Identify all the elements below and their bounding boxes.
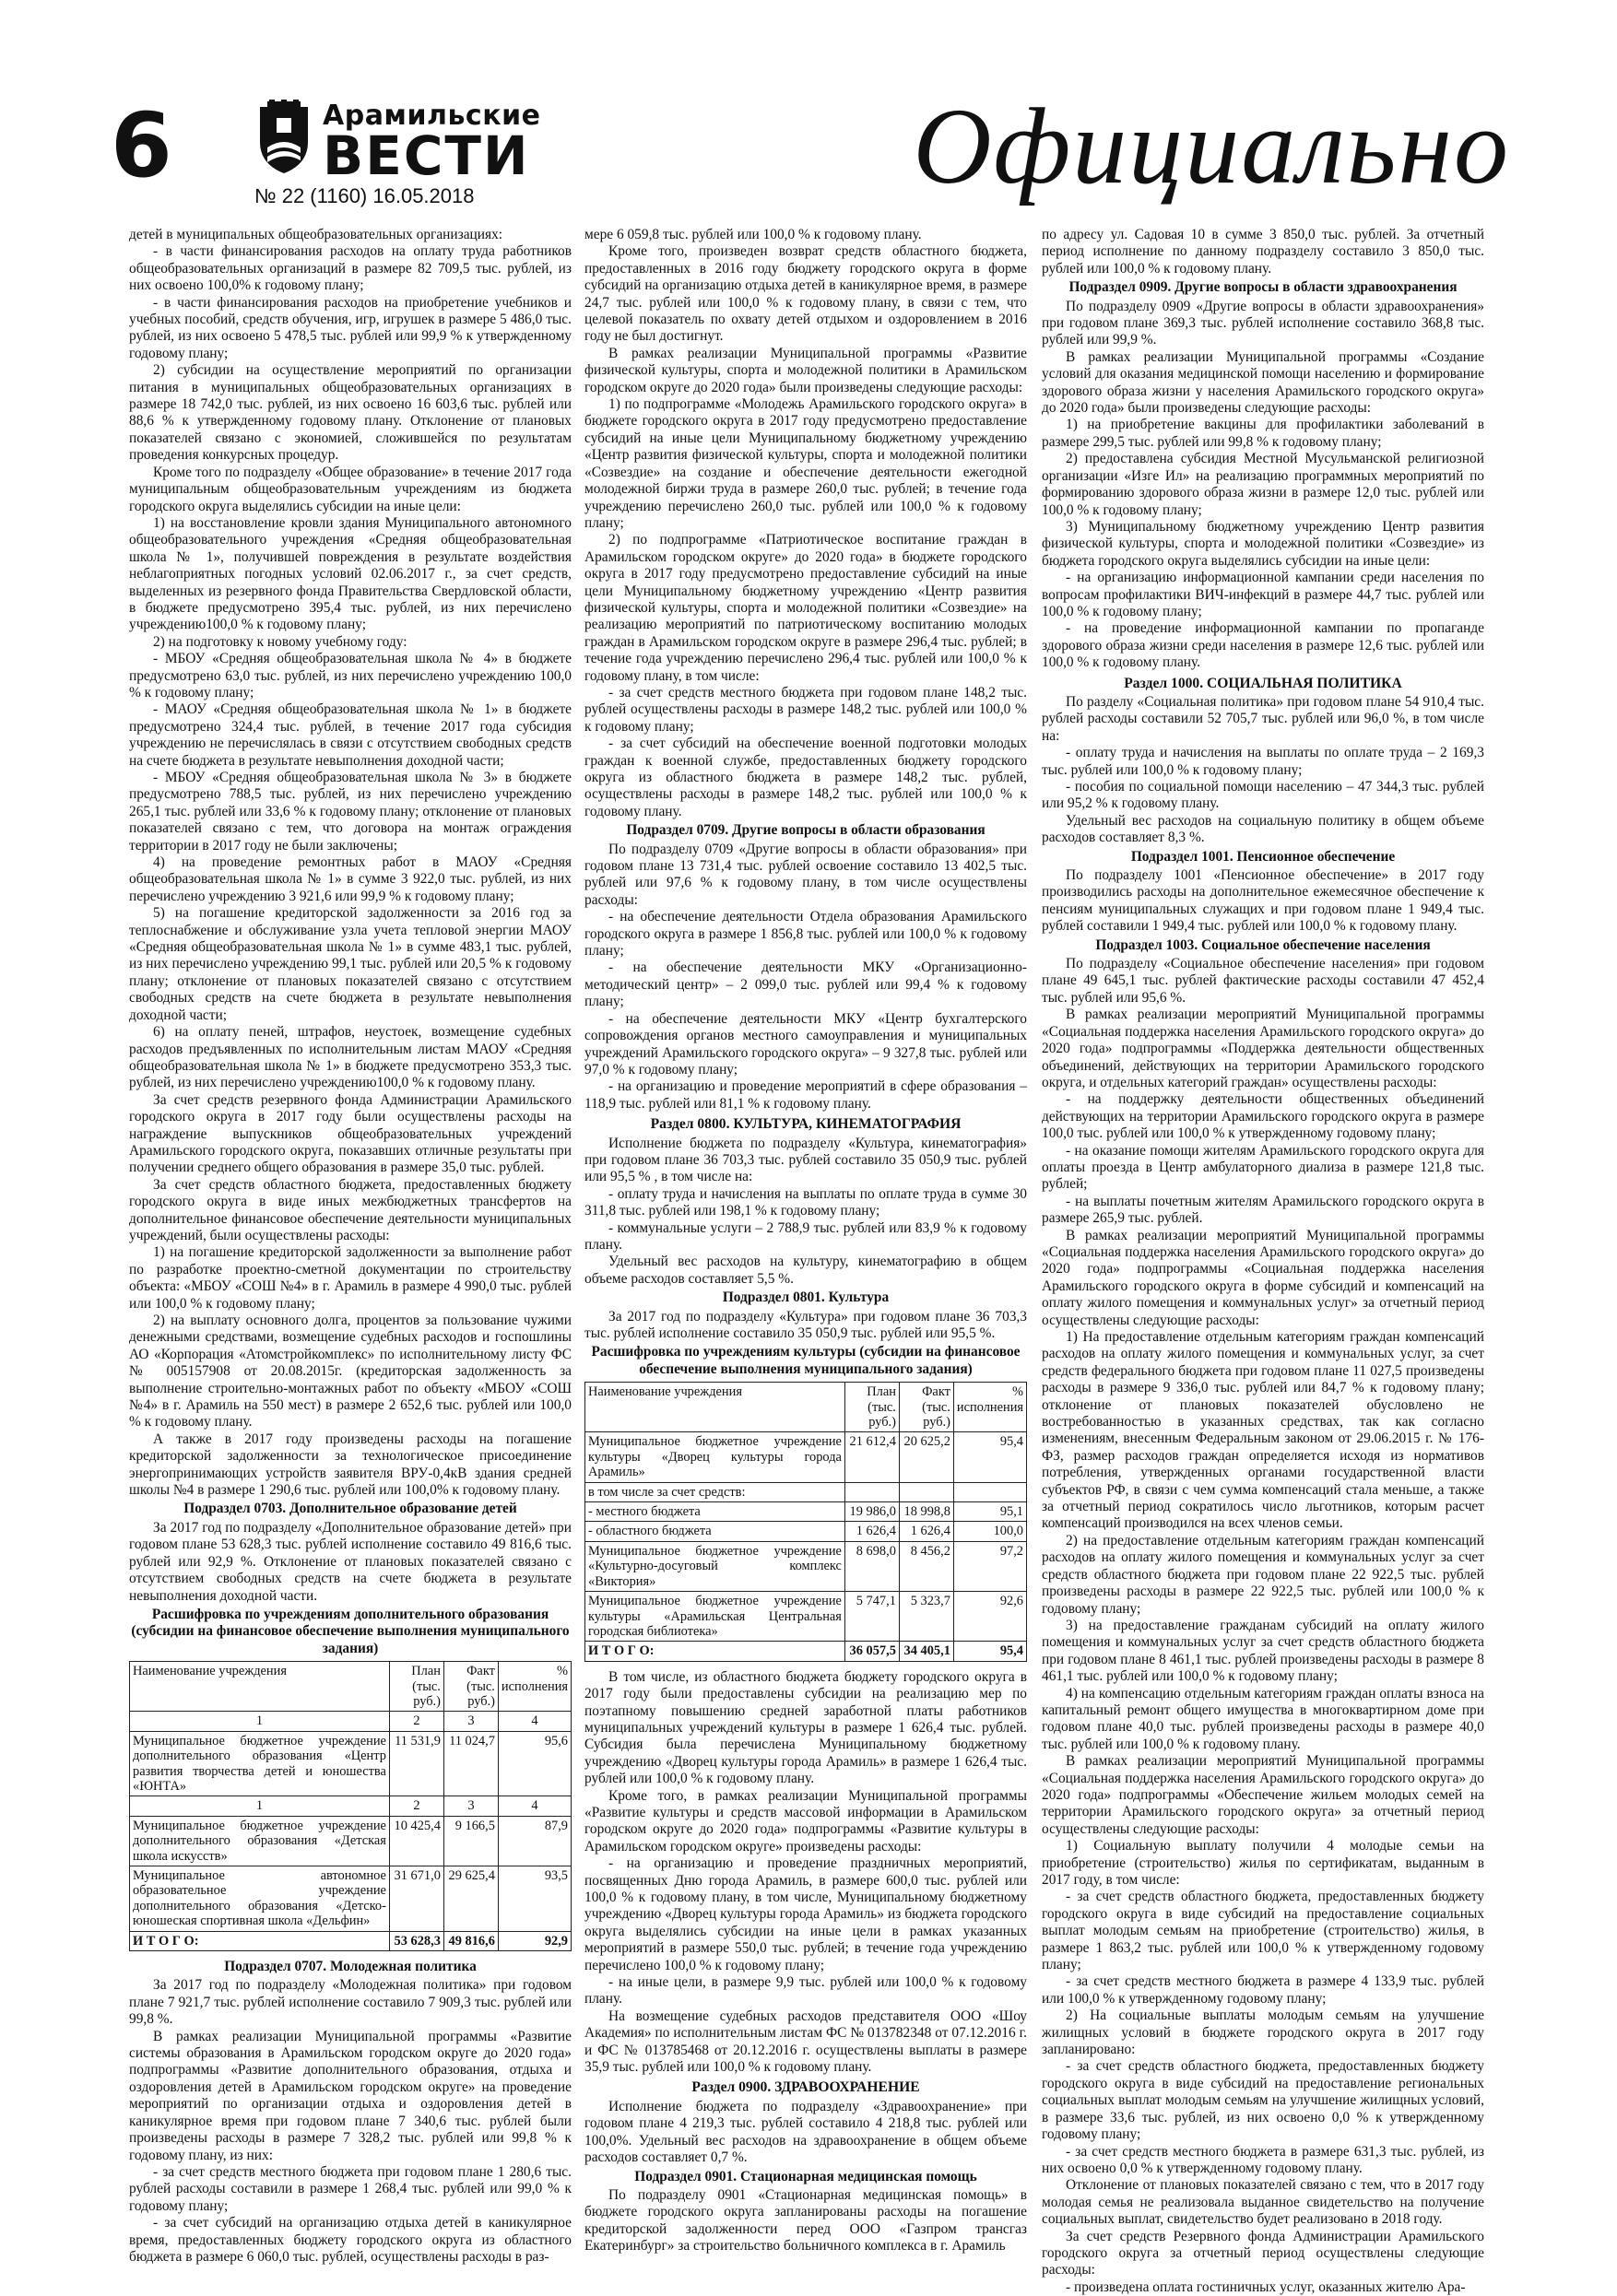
table-cell: Муниципальное бюджетное учреждение дополнительного образования «Детская школа искусств» [130,1816,390,1866]
paragraph: 2) субсидии на осуществление мероприятий по организации питания в муниципальных общеобразовательных организациях в размере 18 742,0 тыс. рублей, из них освоено 16 603,6 тыс. рублей или 88,6 % к утвержденному годовому плану. Отклонение от плановых показателей связано с экономией, сложившейся по результатам проведения конкурсных процедур. [129,362,572,464]
table-cell: 3 [443,1796,498,1816]
paragraph: А также в 2017 году произведены расходы на погашение кредиторской задолженности за технологическое присоединение энергопринимающих устройств заявителя ВРУ-0,4кВ здания средней школы №4 в размере 1 290,6 тыс. рублей или 100,0% к годовому плану. [129,1431,572,1499]
table-header: Наименование учреждения [130,1662,390,1712]
paragraph: - МБОУ «Средняя общеобразовательная школа № 3» в бюджете предусмотрено 788,5 тыс. рублей, из них перечислено учреждению 265,1 тыс. рублей или 33,6 % к годовому плану; отклонение от плановых показателей связано с тем, что договора на монтаж ограждения территории в 2017 году не были заключены; [129,770,572,854]
table-cell: 19 986,0 [844,1502,899,1522]
table-cell: Муниципальное автономное образовательное учреждение дополнительного образования «Детско-юношеская спортивная школа «Дельфин» [130,1866,390,1932]
table-row [130,1731,572,1796]
paragraph: 4) на компенсацию отдельным категориям граждан оплаты взноса на капитальный ремонт общего имущества в многоквартирном доме при годовом плане 40,0 тыс. рублей произведены расходы в размере 40,0 тыс. рублей или 100,0 % к годовому плану. [1042,1685,1484,1752]
paragraph: - за счет субсидий на организацию отдыха детей в каникулярное время, предоставленных бюджету городского округа из областного бюджета в размере 6 060,0 тыс. рублей, осуществлены расходы в раз- [129,2215,572,2265]
subsection-heading-0709: Подраздел 0709. Другие вопросы в области образования [626,822,986,839]
paragraph: Исполнение бюджета по подразделу «Культура, кинематография» при годовом плане 36 703,3 тыс. рублей составило 35 050,9 тыс. рублей или 95,5 % , в том числе на: [584,1135,1027,1185]
paragraph: - за счет средств местного бюджета в размере 631,3 тыс. рублей, из них освоено 0,0 % к утвержденному годовому плану. [1042,2143,1484,2176]
paragraph: В рамках реализации Муниципальной программы «Развитие системы образования в Арамильском городском округе до 2020 года» подпрограммы «Развитие дополнительного образования, отдыха и оздоровления детей в Арамильском городском округе» на проведение мероприятий по организации отдыха и оздоровления детей в каникулярное время при годовом плане 7 340,6 тыс. рублей были произведены расходы в размере 7 328,2 тыс. рублей или 99,8 % к годовому плану, из них: [129,2028,572,2163]
paragraph: Кроме того, в рамках реализации Муниципальной программы «Развитие культуры и средств массовой информации в Арамильском городском округе до 2020 года» подпрограммы «Развитие культуры в Арамильском городском округе» произведены расходы: [584,1787,1027,1854]
paragraph: За 2017 год по подразделу «Дополнительное образование детей» при годовом плане 53 628,3 тыс. рублей исполнение составило 49 816,6 тыс. рублей или 92,9 %. Отклонение от плановых показателей связано с отсутствием свободных средств на счете бюджета в результате невыполнения доходной части. [129,1519,572,1604]
subsection-heading-1001: Подраздел 1001. Пенсионное обеспечение [1130,848,1396,865]
paragraph: 2) на подготовку к новому учебному году: [153,633,407,650]
paragraph: - пособия по социальной помощи населению – 47 344,3 тыс. рублей или 95,2 % к годовому плану. [1042,779,1484,812]
paragraph: - на поддержку деятельности общественных объединений действующих на территории Арамильского городского округа в размере 100,0 тыс. рублей или 100,0 % к утвержденному годовому плану; [1042,1091,1484,1142]
paragraph: По подразделу 1001 «Пенсионное обеспечение» в 2017 году производились расходы на дополнительное ежемесячное обеспечение к пенсиям муниципальных служащих и при годовом плане 1 949,4 тыс. рублей составили 1 949,4 тыс. рублей или 100,0 % к годовому плану. [1042,867,1484,935]
paragraph: 1) На предоставление отдельным категориям граждан компенсаций расходов на оплату жилого помещения и коммунальных услуг, за счет средств федерального бюджета при годовом плане 11 027,5 произведены расходы в размере 9 336,0 тыс. рублей или 84,7 % к годовому плану; отклонение от плановых показателей обусловлено не востребованностью в указанных средствах, так как согласно изменениям, внесенным Федеральным законом от 29.06.2015 г. № 176-ФЗ, размер расходов граждан определяется исходя из нормативов потребления, утвержденных органами государственной власти субъектов РФ, в связи с чем сумма компенсаций стала меньше, а также за отчетный период сократилось число льготников, которым расчет компенсаций производился на всех членов семьи. [1042,1329,1484,1532]
paragraph: 2) на предоставление отдельным категориям граждан компенсаций расходов на оплату жилого помещения и коммунальных услуг за счет средств областного бюджета при годовом плане 22 922,5 тыс. рублей произведены расходы в размере 22 922,5 тыс. рублей или 100,0 % к годовому плану; [1042,1532,1484,1617]
table-cell: 2 [389,1796,443,1816]
table-cell: 1 [130,1712,390,1731]
table-cell: 2 [389,1712,443,1731]
table-cell: 4 [498,1712,571,1731]
paragraph: - на оказание помощи жителям Арамильского городского округа для оплаты проезда в Центр амбулаторного диализа в размере 121,8 тыс. рублей; [1042,1142,1484,1193]
table-cell: - местного бюджета [585,1502,845,1522]
paragraph: - на обеспечение деятельности Отдела образования Арамильского городского округа в размере 1 856,8 тыс. рублей или 100,0 % к годовому плану; [584,909,1027,960]
paragraph: 1) на восстановление кровли здания Муниципального автономного общеобразовательного учреждения «Средняя общеобразовательная школа № 1», получившей повреждения в результате воздействия неблагоприятных погодных условий 02.06.2017 г., за счет средств, выделенных из резервного фонда Правительства Свердловской области, в бюджете предусмотрено 395,4 тыс. рублей, из них перечислено учреждению100,0 % к годовому плану; [129,514,572,633]
table-cell: 29 625,4 [443,1866,498,1932]
column-1 [129,227,572,2265]
table-cell: 5 323,7 [899,1592,953,1642]
paragraph: Кроме того, произведен возврат средств областного бюджета, предоставленных в 2016 году бюджету городского округа в форме субсидий на организацию отдыха детей в каникулярное время, в размере 24,7 тыс. рублей или 100,0 % к годовому плану, в связи с тем, что целевой показатель по охвату детей отдыхом и оздоровлением в 2016 году не был достигнут. [584,243,1027,345]
table-row [585,1541,1027,1591]
paragraph: По подразделу 0901 «Стационарная медицинская помощь» в бюджете городского округа запланированы расходы на погашение кредиторской задолженности перед ООО «Газпром трансгаз Екатеринбург» за строительство больничного комплекса в г. Арамиль [584,2186,1027,2255]
paragraph: - на организацию и проведение мероприятий в сфере образования – 118,9 тыс. рублей или 81,1 % к годовому плану. [584,1078,1027,1112]
table-cell [953,1482,1026,1501]
table-cell: 11 024,7 [443,1731,498,1796]
paragraph: детей в муниципальных общеобразовательных организациях: [129,227,503,242]
newspaper-logo [254,100,586,210]
table-cell: 8 698,0 [844,1541,899,1591]
paragraph: - на организацию и проведение праздничных мероприятий, посвященных Дню города Арамиль, в размере 600,0 тыс. рублей или 100,0 % к годовому плану, в том числе, Муниципальному бюджетному учреждению «Дворец культуры города Арамиль» из бюджета городского округа выделялись субсидии на иные цели в рамках указанных мероприятий в размере 550,0 тыс. рублей; в течение года учреждению перечислено 100,0 % к годовому плану; [584,1855,1027,1973]
paragraph: - за счет средств местного бюджета в размере 4 133,9 тыс. рублей или 100,0 % к утвержденному годовому плану; [1042,1973,1484,2007]
paragraph: - произведена оплата гостиничных услуг, оказанных жителю Ара- [1066,2278,1466,2295]
paragraph: 2) на выплату основного долга, процентов за пользование чужими денежными средствами, возмещение судебных расходов и госпошлины АО «Корпорация «Атомстройкомплекс» по исполнительному листу ФС № 005157908 от 20.08.2015г. (кредиторская задолженность за выполнение строительно-монтажных работ по объекту «МБОУ «СОШ №4» в г. Арамиль на 550 мест) в размере 2 652,6 тыс. рублей или 100,0 % к годовому плану. [129,1313,572,1431]
paragraph: 2) На социальные выплаты молодым семьям на улучшение жилищных условий в бюджете городского округа в 2017 году запланировано: [1042,2008,1484,2058]
section-heading-0800: Раздел 0800. КУЛЬТУРА, КИНЕМАТОГРАФИЯ [650,1116,962,1133]
paragraph: В рамках реализации мероприятий Муниципальной программы «Социальная поддержка населения Арамильского городского округа» до 2020 года» подпрограммы «Социальная поддержка населения Арамильского городского округа в форме субсидий и компенсаций на оплату жилого помещения и коммунальных услуг» за отчетный период осуществлены следующие расходы: [1042,1227,1484,1328]
table-cell: 3 [443,1712,498,1731]
paragraph: по адресу ул. Садовая 10 в сумме 3 850,0 тыс. рублей. За отчетный период исполнение по данному подразделу составило 3 850,0 тыс. рублей или 100,0 % к годовому плану. [1042,227,1484,277]
column-3 [1042,227,1484,2295]
paragraph: 6) на оплату пеней, штрафов, неустоек, возмещение судебных расходов предъявленных по исполнительным листам МАОУ «Средняя общеобразовательная школа № 1» в бюджете предусмотрено 353,3 тыс. рублей, из них перечислено учреждению100,0 % к годовому плану. [129,1024,572,1091]
paragraph: Кроме того по подразделу «Общее образование» в течение 2017 года муниципальным общеобразовательным учреждениям из бюджета городского округа выделялись субсидии на иные цели: [129,464,572,514]
paragraph: В рамках реализации мероприятий Муниципальной программы «Социальная поддержка населения Арамильского городского округа» до 2020 года» подпрограммы «Обеспечение жильем молодых семей на территории Арамильского городского округа» за отчетный период осуществлены следующие расходы: [1042,1753,1484,1837]
paragraph: 2) по подпрограмме «Патриотическое воспитание граждан в Арамильском городском округе» до 2020 года» в бюджете городского округа в 2017 году предусмотрено предоставление субсидий на иные цели Муниципальному бюджетному учреждению «Центр развития физической культуры, спорта и молодежной политики «Созвездие» на реализацию мероприятий по патриотическому воспитанию молодых граждан в Арамильском городском округе в размере 296,4 тыс. рублей; в течение года учреждению перечислено 296,4 тыс. рублей или 100,0 % к годовому плану, в том числе: [584,532,1027,684]
subsection-heading-0901: Подраздел 0901. Стационарная медицинская помощь [634,2168,977,2184]
table-cell: Муниципальное бюджетное учреждение дополнительного образования «Центр развития творчества детей и юношества «ЮНТА» [130,1731,390,1796]
table-cell: 93,5 [498,1866,571,1932]
paragraph: - в части финансирования расходов на приобретение учебников и учебных пособий, средств обучения, игр, игрушек в размере 5 486,0 тыс. рублей, из них освоено 5 478,5 тыс. рублей или 99,9 % к утвержденному годовому плану; [129,294,572,361]
paragraph: - на выплаты почетным жителям Арамильского городского округа в размере 265,9 тыс. рублей. [1042,1193,1484,1227]
paragraph: По разделу «Социальная политика» при годовом плане 54 910,4 тыс. рублей расходы составили 52 705,7 тыс. рублей или 96,0 %, в том числе на: [1042,693,1484,744]
table-cell: 95,6 [498,1731,571,1796]
table-header: Факт (тыс. руб.) [443,1662,498,1712]
table-cell: 92,9 [498,1931,571,1950]
paragraph: - за счет средств местного бюджета при годовом плане 1 280,6 тыс. рублей расходы составили в размере 1 268,4 тыс. рублей или 99,0 % к годовому плану; [129,2163,572,2214]
paragraph: Удельный вес расходов на социальную политику в общем объеме расходов составляет 8,3 %. [1042,812,1484,846]
table-cell: 95,4 [953,1432,1026,1482]
table-cell: в том числе за счет средств: [585,1482,845,1501]
paragraph: На возмещение судебных расходов представителя ООО «Шоу Академия» по исполнительным листам ФС № 013782348 от 07.12.2016 г. и ФС № 013785468 от 20.12.2016 г. осуществлены выплаты в размере 35,9 тыс. рублей или 100,0 % к годовому плану. [584,2008,1027,2076]
paragraph: - на иные цели, в размере 9,9 тыс. рублей или 100,0 % к годовому плану. [584,1974,1027,2008]
table-cell: 1 626,4 [844,1522,899,1541]
table-caption: Расшифровка по учреждениям культуры (субсидии на финансовое обеспечение выполнения муниципального задания) [591,1344,1021,1377]
table-cell: 36 057,5 [844,1642,899,1661]
table-colnum-row [130,1712,572,1731]
table-cell [899,1482,953,1501]
subsection-heading-0909: Подраздел 0909. Другие вопросы в области здравоохранения [1068,279,1458,296]
subsection-heading-0703: Подраздел 0703. Дополнительное образование детей [183,1501,517,1517]
paragraph: - за счет средств местного бюджета при годовом плане 148,2 тыс. рублей осуществлены расходы в размере 148,2 тыс. рублей или 100,0 % к годовому плану; [584,684,1027,735]
paragraph: - МАОУ «Средняя общеобразовательная школа № 1» в бюджете предусмотрено 324,4 тыс. рублей, в течение 2017 года субсидия учреждению не перечислялась в связи с отсутствием свободных средств на счете бюджета в результате невыполнения доходной части; [129,701,572,769]
brand-big-text: ВЕСТИ [323,124,530,187]
issue-line: № 22 (1160) 16.05.2018 [254,184,475,207]
paragraph: - на обеспечение деятельности МКУ «Центр бухгалтерского сопровождения органов местного самоуправления и муниципальных учреждений Арамильского городского округа» – 9 327,8 тыс. рублей или 97,0 % к годовому плану; [584,1010,1027,1077]
table-cell: 1 626,4 [899,1522,953,1541]
table-cell: Муниципальное бюджетное учреждение «Культурно-досуговый комплекс «Виктория» [585,1541,845,1591]
table-cell: 10 425,4 [389,1816,443,1866]
additional-education-table [129,1661,572,1951]
table-header: Факт (тыс. руб.) [899,1383,953,1432]
table-total-row [585,1642,1027,1661]
paragraph: За 2017 год по подразделу «Культура» при годовом плане 36 703,3 тыс. рублей исполнение составило 35 050,9 тыс. рублей или 95,5 %. [584,1308,1027,1341]
table-cell: 95,1 [953,1502,1026,1522]
paragraph: За счет средств Резервного фонда Администрации Арамильского городского округа за отчетный период осуществлены следующие расходы: [1042,2228,1484,2278]
paragraph: В рамках реализации мероприятий Муниципальной программы «Социальная поддержка населения Арамильского городского округа» до 2020 года» подпрограммы «Поддержка деятельности общественных объединений, действующих на территории Арамильского городского округа, и отдельных категорий граждан» осуществлены расходы: [1042,1007,1484,1090]
section-heading-0900: Раздел 0900. ЗДРАВООХРАНЕНИЕ [691,2079,920,2096]
table-cell: Муниципальное бюджетное учреждение культуры «Дворец культуры города Арамиль» [585,1432,845,1482]
table-cell: 20 625,2 [899,1432,953,1482]
table-header-row [130,1662,572,1712]
subsection-heading-0707: Подраздел 0707. Молодежная политика [224,1959,477,1975]
city-crest-icon [254,100,313,175]
paragraph: 1) на приобретение вакцины для профилактики заболеваний в размере 299,5 тыс. рублей или 99,8 % к годовому плану; [1042,417,1484,450]
paragraph: 1) по подпрограмме «Молодежь Арамильского городского округа» в бюджете городского округа в 2017 году предусмотрено предоставление субсидий на иные цели Муниципальному бюджетному учреждению «Центр развития физической культуры, спорта и молодежной политики «Созвездие» на создание и обеспечение деятельности ежегодной молодежной биржи труда в размере 260,0 тыс. рублей; в течение года учреждению перечислено 260,0 тыс. рублей или 100,0 % к годовому плану; [584,396,1027,531]
table-header: Наименование учреждения [585,1383,845,1432]
paragraph: За счет средств резервного фонда Администрации Арамильского городского округа в 2017 году были осуществлены расходы на награждение выпускников общеобразовательных учреждений Арамильского городского округа, показавших отличные результаты при получении среднего общего образования в размере 35,0 тыс. рублей. [129,1091,572,1176]
brand-small-text: Арамильские [323,100,541,132]
paragraph: - оплату труда и начисления на выплаты по оплате труда – 2 169,3 тыс. рублей или 100,0 % к годовому плану; [1042,745,1484,778]
table-cell: 31 671,0 [389,1866,443,1932]
table-row [585,1432,1027,1482]
paragraph: По подразделу 0909 «Другие вопросы в области здравоохранения» при годовом плане 369,3 тыс. рублей исполнение составило 368,8 тыс. рублей или 99,9 %. [1042,298,1484,348]
table-cell [844,1482,899,1501]
masthead [109,81,1510,219]
table-cell: 53 628,3 [389,1931,443,1950]
table-cell: 5 747,1 [844,1592,899,1642]
paragraph: - в части финансирования расходов на оплату труда работников общеобразовательных организаций в размере 82 709,5 тыс. рублей, из них освоено 100,0% к годовому плану; [129,243,572,294]
paragraph: 5) на погашение кредиторской задолженности за 2016 год за теплоснабжение и обслуживание узла учета тепловой энергии МАОУ «Средняя общеобразовательная школа № 1» в сумме 483,1 тыс. рублей, из них перечислено учреждению 99,1 тыс. рублей или 20,5 % к годовому плану; отклонение от плановых показателей связано с отсутствием свободных средств на счете бюджета в результате невыполнения доходной части; [129,905,572,1023]
table-cell: 11 531,9 [389,1731,443,1796]
paragraph: - на обеспечение деятельности МКУ «Организационно-методический центр» – 2 099,0 тыс. рублей или 99,4 % к годовому плану; [584,960,1027,1010]
paragraph: 1) Социальную выплату получили 4 молодые семьи на приобретение (строительство) жилья по сертификатам, выданным в 2017 году, в том числе: [1042,1838,1484,1888]
paragraph: 1) на погашение кредиторской задолженности за выполнение работ по разработке проектно-сметной документации по строительству объекта: «МБОУ «СОШ №4» в г. Арамиль в размере 4 990,0 тыс. рублей или 100,0 % к годовому плану; [129,1244,572,1312]
table-cell: 34 405,1 [899,1642,953,1661]
table-cell: 21 612,4 [844,1432,899,1482]
table-total-row [130,1931,572,1950]
table-row [585,1592,1027,1642]
page-number: 6 [111,94,172,197]
section-heading-1000: Раздел 1000. СОЦИАЛЬНАЯ ПОЛИТИКА [1124,675,1402,691]
paragraph: За счет средств областного бюджета, предоставленных бюджету городского округа в виде иных межбюджетных трансфертов на дополнительное финансовое обеспечение деятельности муниципальных учреждений, были осуществлены расходы: [129,1176,572,1243]
paragraph: По подразделу «Социальное обеспечение населения» при годовом плане 49 645,1 тыс. рублей фактические расходы составили 47 452,4 тыс. рублей или 95,6 %. [1042,956,1484,1006]
table-row [585,1482,1027,1501]
paragraph: - на проведение информационной кампании по пропаганде здорового образа жизни среди населения в размере 12,6 тыс. рублей или 100,0 % к годовому плану. [1042,620,1484,671]
table-header: % исполнения [953,1383,1026,1432]
table-cell: И Т О Г О: [585,1642,845,1661]
paragraph: По подразделу 0709 «Другие вопросы в области образования» при годовом плане 13 731,4 тыс. рублей освоение составило 13 402,5 тыс. рублей или 97,6 % к годовому плану, в том числе осуществлены расходы: [584,841,1027,908]
paragraph: - оплату труда и начисления на выплаты по оплате труда в сумме 30 311,8 тыс. рублей или 198,1 % к годовому плану; [584,1185,1027,1219]
table-row [585,1502,1027,1522]
table-cell: 8 456,2 [899,1541,953,1591]
table-cell: 95,4 [953,1642,1026,1661]
table-header: План (тыс. руб.) [844,1383,899,1432]
paragraph: - за счет субсидий на обеспечение военной подготовки молодых граждан к военной службе, предоставленных бюджету городского округа из областного бюджета в размере 148,2 тыс. рублей, осуществлены расходы в размере 148,2 тыс. рублей или 100,0 % к годовому плану. [584,736,1027,819]
table-cell: 100,0 [953,1522,1026,1541]
paragraph: За 2017 год по подразделу «Молодежная политика» при годовом плане 7 921,7 тыс. рублей исполнение составило 7 909,3 тыс. рублей или 99,8 %. [129,1977,572,2028]
paragraph: В рамках реализации Муниципальной программы «Развитие физической культуры, спорта и молодежной политики в Арамильском городском округе до 2020 года» были произведены следующие расходы: [584,345,1027,395]
paragraph: 3) Муниципальному бюджетному учреждению Центр развития физической культуры, спорта и молодежной политики «Созвездие» из бюджета городского округа выделялись субсидии на иные цели: [1042,518,1484,569]
table-row [130,1866,572,1932]
table-cell: 92,6 [953,1592,1026,1642]
table-cell: 9 166,5 [443,1816,498,1866]
column-2 [584,227,1027,2255]
table-cell: - областного бюджета [585,1522,845,1541]
paragraph: Удельный вес расходов на культуру, кинематографию в общем объеме расходов составляет 5,5 %. [584,1254,1027,1287]
table-colnum-row [130,1796,572,1816]
table-cell: 18 998,8 [899,1502,953,1522]
paragraph: - МБОУ «Средняя общеобразовательная школа № 4» в бюджете предусмотрено 63,0 тыс. рублей, из них перечислено учреждению 100,0 % к годовому плану; [129,651,572,701]
paragraph: - за счет средств областного бюджета, предоставленных бюджету городского округа в виде субсидий на предоставление региональных социальных выплат молодым семьям на улучшение жилищных условий, в размере 33,6 тыс. рублей, из них освоено 0,0 % к утвержденному годовому плану; [1042,2058,1484,2143]
table-row [585,1522,1027,1541]
paragraph: В рамках реализации Муниципальной программы «Создание условий для оказания медицинской помощи населению и формирование здорового образа жизни у населения Арамильского городского округа» до 2020 года» были произведены следующие расходы: [1042,348,1484,417]
paragraph: 4) на проведение ремонтных работ в МАОУ «Средняя общеобразовательная школа № 1» в сумме 3 922,0 тыс. рублей, из них перечислено учреждению 3 921,6 или 99,9 % к годовому плану; [129,854,572,904]
paragraph: В том числе, из областного бюджета бюджету городского округа в 2017 году были предоставлены субсидии на реализацию мер по поэтапному повышению средней заработной платы работников муниципальных учреждений культуры в размере 1 626,4 тыс. рублей. Субсидия была перечислена Муниципальному бюджетному учреждению «Дворец культуры города Арамиль» в размере 1 626,4 тыс. рублей или 100,0 % к годовому плану. [584,1668,1027,1787]
subsection-heading-1003: Подраздел 1003. Социальное обеспечение населения [1095,936,1431,953]
paragraph: 3) на предоставление гражданам субсидий на оплату жилого помещения и коммунальных услуг за счет средств областного бюджета при годовом плане 8 461,1 тыс. рублей произведены расходы в размере 8 461,1 тыс. рублей или 100,0 % к годовому плану; [1042,1617,1484,1685]
table-header: % исполнения [498,1662,571,1712]
table-header: План (тыс. руб.) [389,1662,443,1712]
paragraph: Отклонение от плановых показателей связано с тем, что в 2017 году молодая семья не реализовала выданное свидетельство на получение социальных выплат, свидетельство будет реализовано в 2018 году. [1042,2177,1484,2228]
section-title: Официально [913,86,1510,206]
subsection-heading-0801: Подраздел 0801. Культура [722,1289,890,1306]
paragraph: Исполнение бюджета по подразделу «Здравоохранение» при годовом плане 4 219,3 тыс. рублей составило 4 218,8 тыс. рублей или 100,0%. Удельный вес расходов на здравоохранение в общем объеме расходов составляет 0,7 %. [584,2098,1027,2166]
paragraph: - на организацию информационной кампании среди населения по вопросам профилактики ВИЧ-инфекций в размере 44,7 тыс. рублей или 100,0 % к годовому плану; [1042,570,1484,619]
paragraph: мере 6 059,8 тыс. рублей или 100,0 % к годовому плану. [584,227,922,242]
paragraph: 2) предоставлена субсидия Местной Мусульманской религиозной организации «Изге Ил» на реализацию программных мероприятий по формированию здорового образа жизни в размере 12,0 тыс. рублей или 100,0 % к годовому плану; [1042,451,1484,518]
paragraph: - коммунальные услуги – 2 788,9 тыс. рублей или 83,9 % к годовому плану. [584,1219,1027,1253]
paragraph: - за счет средств областного бюджета, предоставленных бюджету городского округа в виде субсидий на предоставление социальных выплат молодым семьям на приобретение (строительство) жилья, в размере 1 863,2 тыс. рублей или 100,0 % к утвержденному годовому плану; [1042,1889,1484,1973]
culture-institutions-table [584,1382,1027,1662]
table-cell: 1 [130,1796,390,1816]
table-header-row [585,1383,1027,1432]
table-row [130,1816,572,1866]
table-cell: 97,2 [953,1541,1026,1591]
table-cell: И Т О Г О: [130,1931,390,1950]
table-cell: 4 [498,1796,571,1816]
table-cell: Муниципальное бюджетное учреждение культуры «Арамильская Центральная городская библиотека» [585,1592,845,1642]
table-caption: Расшифровка по учреждениям дополнительного образования (субсидии на финансовое обеспечение выполнения муниципального задания) [131,1606,570,1656]
table-cell: 49 816,6 [443,1931,498,1950]
table-cell: 87,9 [498,1816,571,1866]
